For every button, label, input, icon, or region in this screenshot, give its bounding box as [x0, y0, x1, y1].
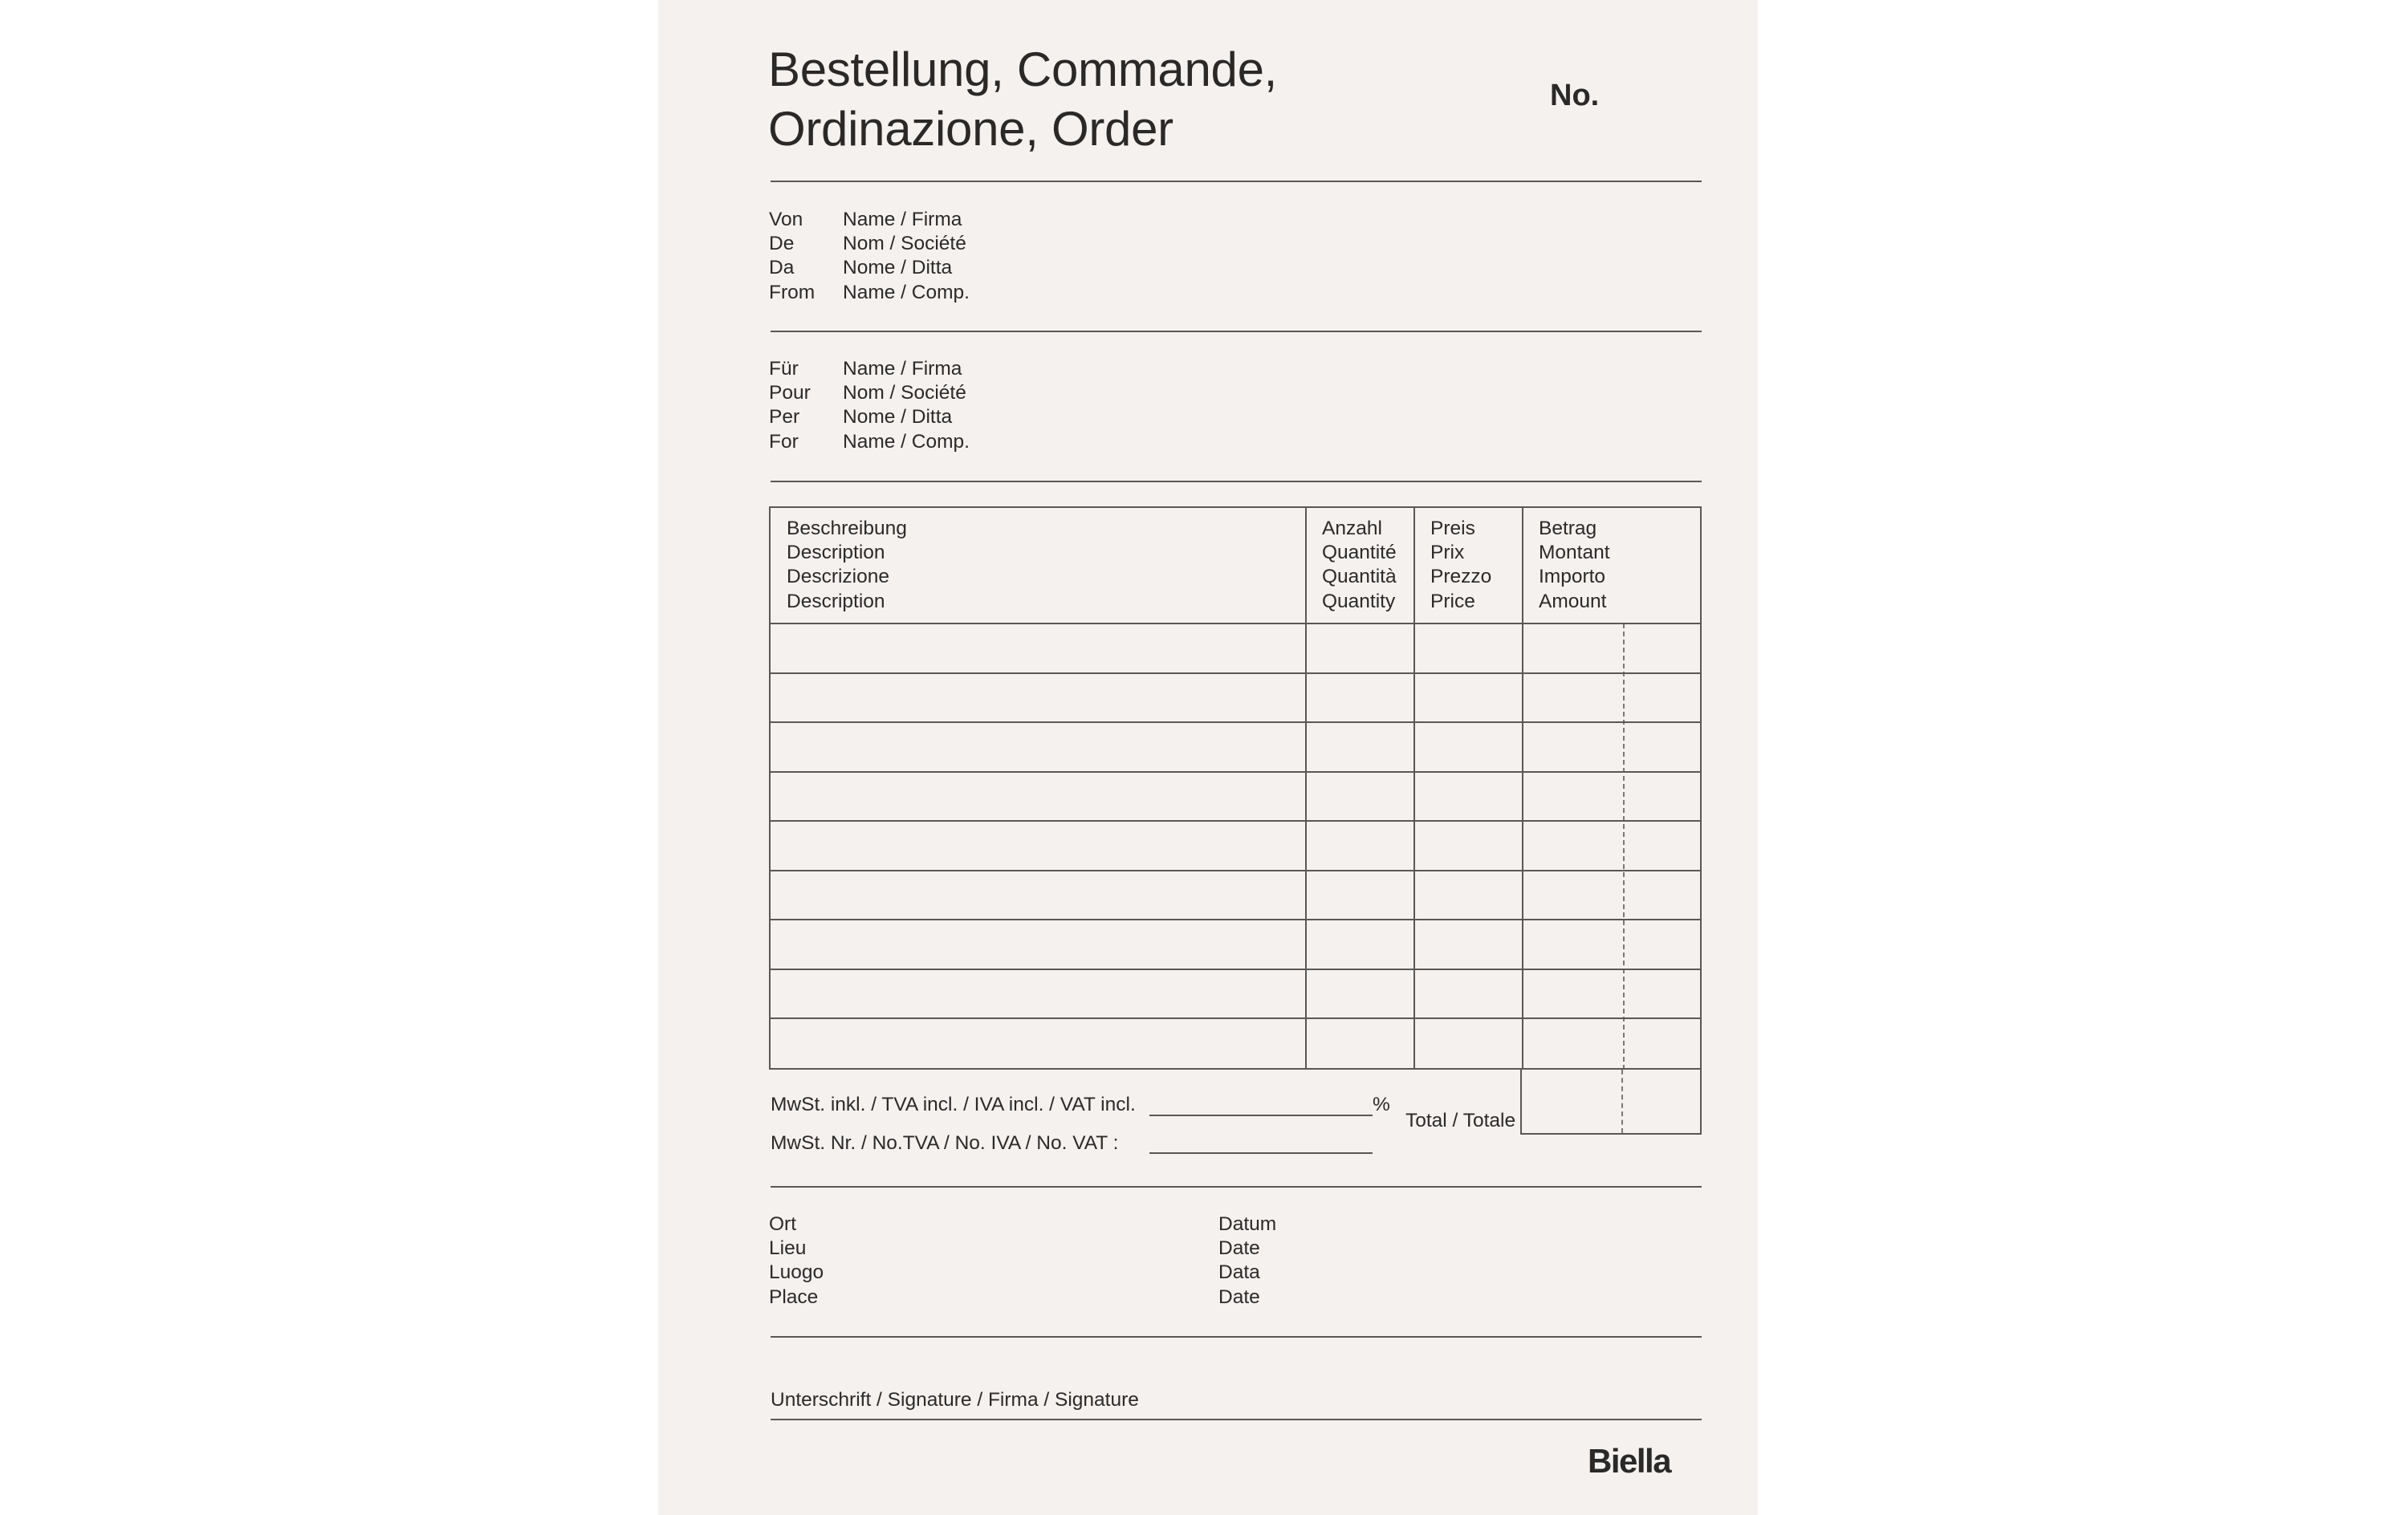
place-label: Luogo [769, 1261, 824, 1284]
recipient-label: Pour [769, 382, 811, 404]
signature-line[interactable] [771, 1419, 1702, 1420]
column-header-line: Betrag [1539, 518, 1597, 539]
recipient-field: Name / Comp. [843, 430, 970, 453]
table-row[interactable] [771, 1017, 1700, 1019]
table-row[interactable] [771, 870, 1700, 871]
column-header-line: Quantità [1322, 566, 1397, 588]
table-row[interactable] [771, 771, 1700, 773]
signature-label: Unterschrift / Signature / Firma / Signature [771, 1389, 1139, 1411]
table-row[interactable] [771, 820, 1700, 822]
column-header-amount [1539, 517, 1610, 614]
date-label: Date [1218, 1237, 1260, 1260]
recipient-field: Nome / Ditta [843, 406, 953, 429]
date-labels[interactable] [1218, 1212, 1276, 1310]
form-title-line-2: Ordinazione, Order [768, 102, 1173, 156]
sender-field: Nom / Société [843, 233, 966, 255]
vat-number-label: MwSt. Nr. / No.TVA / No. IVA / No. VAT : [771, 1132, 1119, 1154]
vat-included-label: MwSt. inkl. / TVA incl. / IVA incl. / VAT incl. [771, 1094, 1136, 1115]
total-decimal-divider [1621, 1070, 1623, 1133]
order-number-label: No. [1550, 79, 1600, 112]
column-header-line: Montant [1539, 542, 1610, 564]
sender-label: Von [769, 209, 803, 230]
recipient-labels [769, 357, 811, 454]
column-header-line: Beschreibung [787, 518, 907, 539]
column-header-line: Description [787, 590, 885, 612]
recipient-field: Name / Firma [843, 358, 962, 380]
divider-after-title [771, 181, 1702, 182]
vat-number-field[interactable] [1149, 1152, 1373, 1154]
table-row[interactable] [771, 721, 1700, 723]
column-divider [1522, 508, 1523, 1068]
divider-after-sender [771, 331, 1702, 332]
items-table [769, 506, 1702, 1070]
column-header-price [1430, 517, 1491, 614]
recipient-label: Für [769, 358, 799, 380]
sender-label: From [769, 281, 816, 303]
column-header-line: Prezzo [1430, 566, 1492, 588]
amount-decimal-divider [1623, 623, 1625, 1070]
table-row[interactable] [771, 969, 1700, 970]
divider-after-place-date [771, 1336, 1702, 1338]
date-label: Datum [1218, 1213, 1277, 1235]
column-header-description [787, 517, 907, 614]
column-divider [1413, 508, 1415, 1068]
column-header-line: Quantité [1322, 542, 1397, 564]
recipient-label: For [769, 430, 799, 453]
divider-after-recipient [771, 481, 1702, 482]
vat-rate-field[interactable] [1149, 1115, 1373, 1116]
sender-field: Name / Firma [843, 209, 962, 230]
date-label: Data [1218, 1261, 1260, 1284]
sender-field: Nome / Ditta [843, 257, 953, 279]
total-amount-box[interactable] [1520, 1068, 1702, 1135]
sender-field: Name / Comp. [843, 281, 970, 303]
column-header-line: Prix [1430, 542, 1465, 564]
recipient-field: Nom / Société [843, 382, 966, 404]
column-divider [1305, 508, 1307, 1068]
place-label: Place [769, 1286, 819, 1308]
percent-sign: % [1373, 1094, 1390, 1115]
column-header-line: Amount [1539, 590, 1607, 612]
sender-label: De [769, 233, 795, 255]
column-header-line: Importo [1539, 566, 1606, 588]
place-label: Lieu [769, 1237, 807, 1260]
biella-logo: Biella [1588, 1442, 1671, 1480]
recipient-label: Per [769, 406, 800, 429]
place-label: Ort [769, 1213, 797, 1235]
form-title-line-1: Bestellung, Commande, [768, 43, 1278, 96]
place-labels[interactable] [769, 1212, 824, 1310]
sender-fields[interactable] [843, 208, 970, 305]
table-row[interactable] [771, 919, 1700, 920]
divider-after-vat [771, 1186, 1702, 1188]
column-header-quantity [1322, 517, 1397, 614]
column-header-line: Quantity [1322, 590, 1396, 612]
date-label: Date [1218, 1286, 1260, 1308]
table-header-divider [771, 623, 1700, 624]
recipient-fields[interactable] [843, 357, 970, 454]
sender-labels [769, 208, 815, 305]
sender-label: Da [769, 257, 795, 279]
order-form-sheet [658, 0, 1758, 1515]
table-row[interactable] [771, 672, 1700, 674]
total-label: Total / Totale [1405, 1110, 1516, 1131]
column-header-line: Preis [1430, 518, 1475, 539]
column-header-line: Anzahl [1322, 518, 1382, 539]
column-header-line: Description [787, 542, 885, 564]
column-header-line: Price [1430, 590, 1475, 612]
column-header-line: Descrizione [787, 566, 889, 588]
